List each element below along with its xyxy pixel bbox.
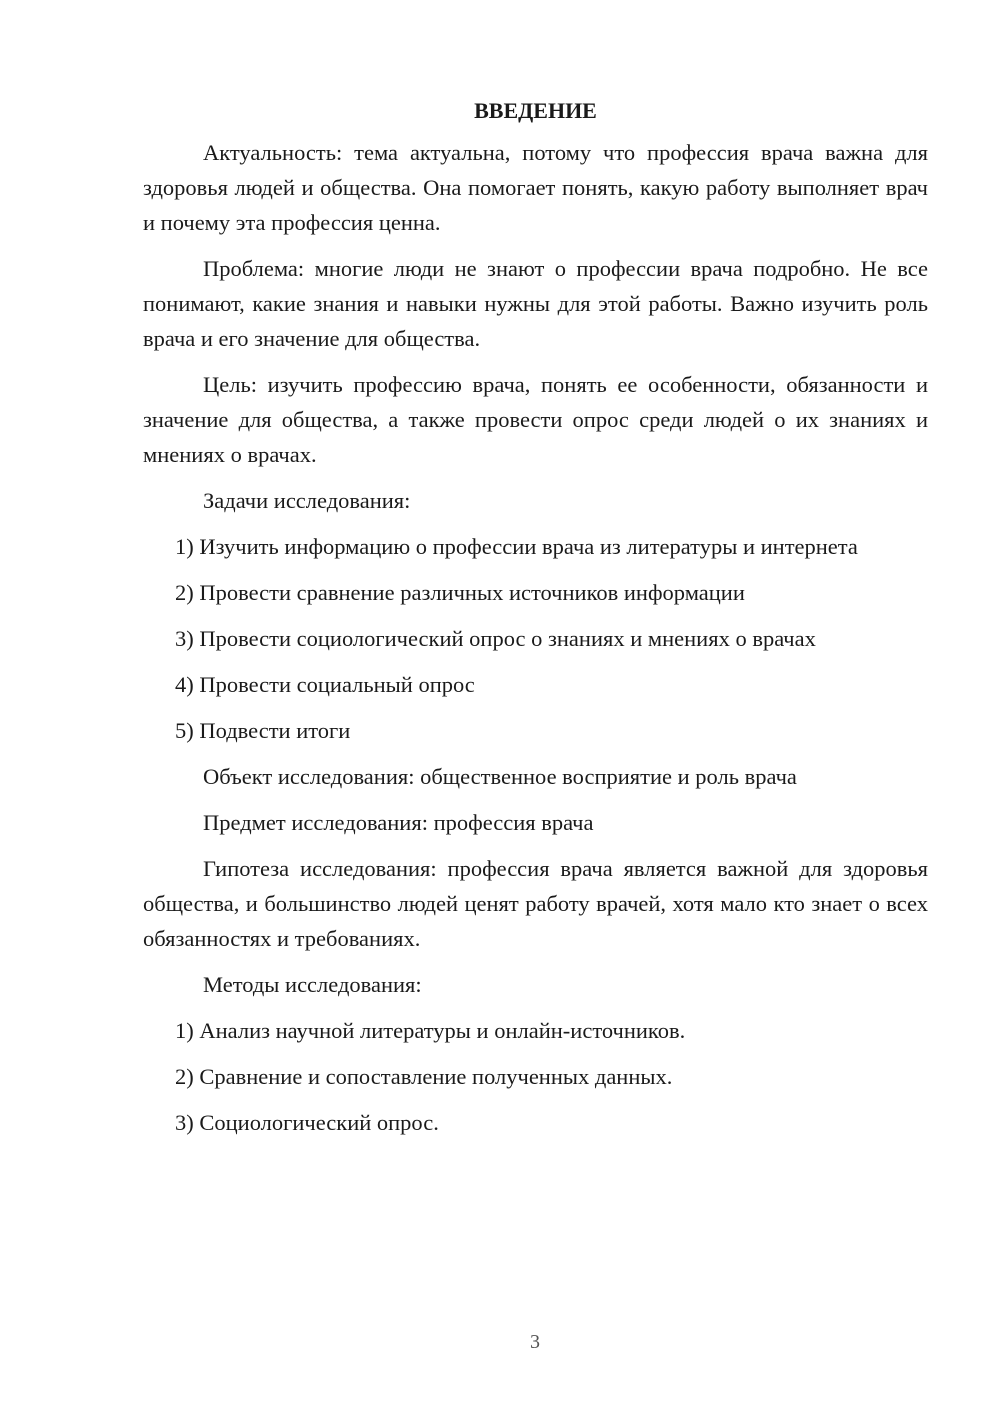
tasks-list: [143, 529, 928, 748]
page-content: [143, 96, 928, 1151]
methods-title: Методы исследования:: [203, 972, 422, 997]
research-subject: Предмет исследования: профессия врача: [203, 810, 594, 835]
goal-paragraph: Цель: изучить профессию врача, понять ее особенности, обязанности и значение для общества, а также провести опрос среди людей о их знаниях и мнениях о врачах.: [143, 372, 928, 467]
page-number: 3: [530, 1331, 540, 1353]
task-item-3: 3) Провести социологический опрос о знаниях и мнениях о врачах: [175, 626, 816, 651]
problem-paragraph: Проблема: многие люди не знают о профессии врача подробно. Не все понимают, какие знания и навыки нужны для этой работы. Важно изучить роль врача и его значение для общества.: [143, 256, 928, 351]
tasks-title: Задачи исследования:: [203, 488, 411, 513]
method-item-2: 2) Сравнение и сопоставление полученных данных.: [175, 1064, 673, 1089]
hypothesis-paragraph: Гипотеза исследования: профессия врача является важной для здоровья общества, и большинство людей ценят работу врачей, хотя мало кто знает о всех обязанностях и требованиях.: [143, 856, 928, 951]
task-item-2: 2) Провести сравнение различных источников информации: [175, 580, 745, 605]
research-object: Объект исследования: общественное восприятие и роль врача: [203, 764, 797, 789]
method-item-3: 3) Социологический опрос.: [175, 1110, 439, 1135]
methods-list: [143, 1013, 928, 1140]
method-item-1: 1) Анализ научной литературы и онлайн-источников.: [175, 1018, 686, 1043]
relevance-paragraph: Актуальность: тема актуальна, потому что профессия врача важна для здоровья людей и общества. Она помогает понять, какую работу выполняет врач и почему эта профессия ценна.: [143, 140, 928, 235]
task-item-4: 4) Провести социальный опрос: [175, 672, 475, 697]
section-heading: ВВЕДЕНИЕ: [474, 98, 597, 123]
task-item-5: 5) Подвести итоги: [175, 718, 351, 743]
task-item-1: 1) Изучить информацию о профессии врача из литературы и интернета: [175, 534, 858, 559]
